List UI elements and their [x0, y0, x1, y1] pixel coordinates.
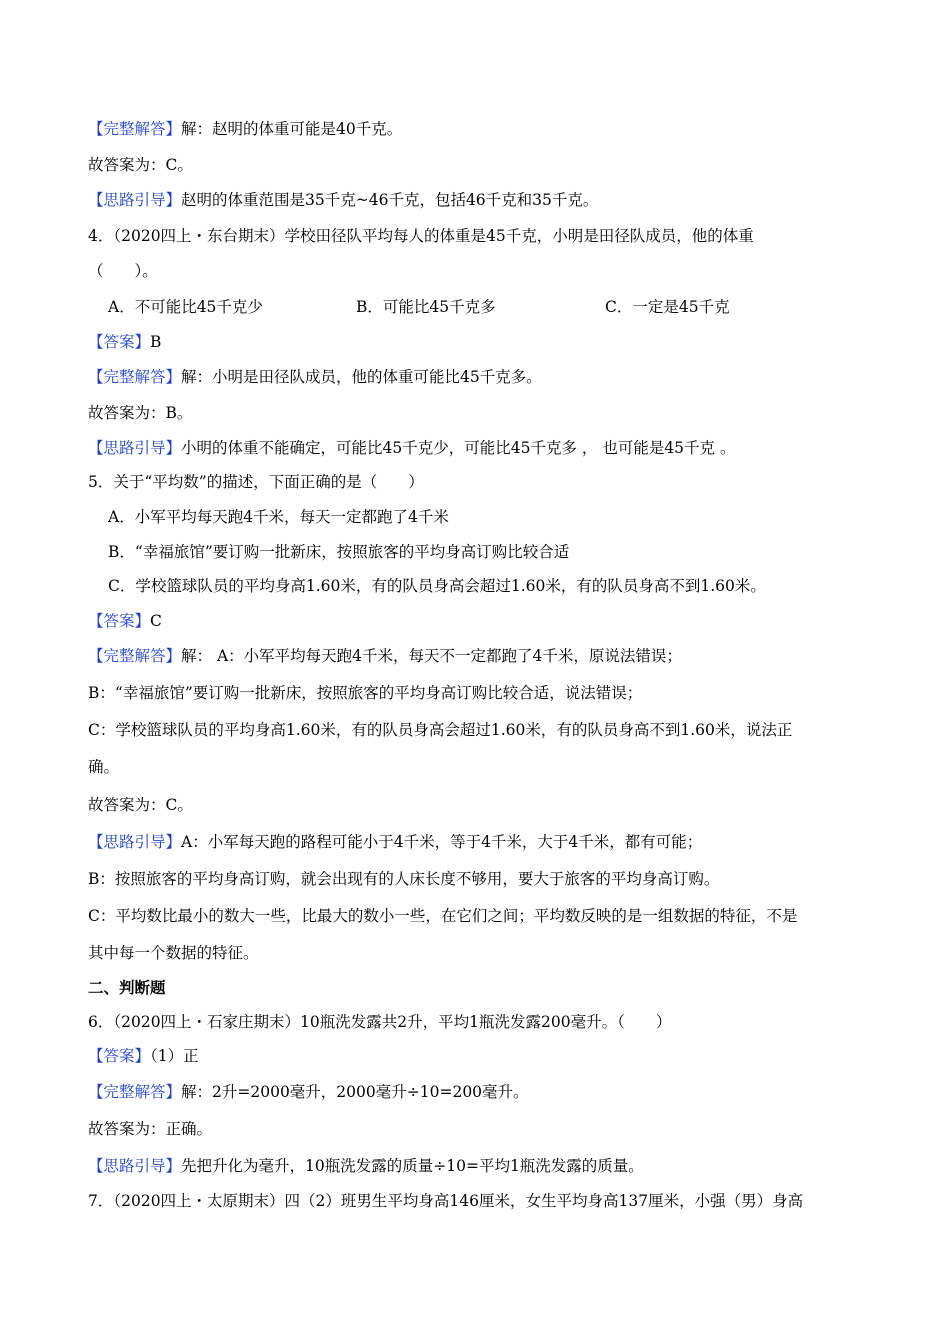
q5-solution-line3: C：学校篮球队员的平均身高1.60米，有的队员身高会超过1.60米，有的队员身高不到1.60米，说法正	[88, 721, 793, 739]
q5-hint-line3: C：平均数比最小的数大一些，比最大的数小一些，在它们之间；平均数反映的是一组数据的特征，不是	[88, 907, 798, 925]
q5-option-b: B．“幸福旅馆”要订购一批新床，按照旅客的平均身高订购比较合适	[108, 543, 570, 561]
q6-solution: 解：2升=2000毫升，2000毫升÷10=200毫升。	[181, 1083, 529, 1101]
q4-answer: B	[150, 333, 162, 351]
q4-stem-line2: （ ）。	[88, 262, 158, 280]
answer-tag: 【答案】	[88, 333, 151, 351]
q3-solution: 解：赵明的体重可能是40千克。	[181, 120, 403, 138]
q5-conclusion: 故答案为：C。	[88, 796, 193, 814]
q4-solution-line	[88, 367, 542, 387]
hint-tag: 【思路引导】	[88, 1157, 182, 1175]
q6-answer: （1）正	[150, 1047, 199, 1065]
full-answer-tag: 【完整解答】	[88, 1083, 182, 1101]
q5-solution-line4: 确。	[88, 758, 120, 776]
hint-tag: 【思路引导】	[88, 191, 182, 209]
q5-stem: 5．关于“平均数”的描述，下面正确的是（ ）	[88, 473, 424, 491]
q4-option-b: B．可能比45千克多	[356, 298, 496, 316]
q5-solution-line2: B：“幸福旅馆”要订购一批新床，按照旅客的平均身高订购比较合适，说法错误；	[88, 684, 643, 702]
q5-solution-line1	[88, 646, 682, 666]
q5-hint-line1	[88, 832, 702, 852]
q4-stem-line1: 4．（2020四上・东台期末）学校田径队平均每人的体重是45千克，小明是田径队成员，他的体重	[88, 227, 754, 245]
q3-hint-line	[88, 190, 598, 210]
q4-option-c: C．一定是45千克	[605, 298, 730, 316]
hint-tag: 【思路引导】	[88, 833, 182, 851]
q6-conclusion: 故答案为：正确。	[88, 1120, 213, 1138]
full-answer-tag: 【完整解答】	[88, 647, 182, 665]
full-answer-tag: 【完整解答】	[88, 120, 182, 138]
q6-hint: 先把升化为毫升，10瓶洗发露的质量÷10=平均1瓶洗发露的质量。	[181, 1157, 644, 1175]
q5-hint-line2: B：按照旅客的平均身高订购，就会出现有的人床长度不够用，要大于旅客的平均身高订购。	[88, 870, 720, 888]
q4-hint-line	[88, 438, 735, 458]
q6-solution-line	[88, 1082, 529, 1102]
q5-option-c: C．学校篮球队员的平均身高1.60米，有的队员身高会超过1.60米，有的队员身高不到1.60米。	[108, 577, 766, 595]
answer-tag: 【答案】	[88, 612, 151, 630]
q3-conclusion: 故答案为：C。	[88, 156, 193, 174]
q4-option-a: A．不可能比45千克少	[108, 298, 263, 316]
section-title: 二、判断题	[88, 979, 166, 997]
q5-answer-line	[88, 611, 162, 631]
q4-hint: 小明的体重不能确定，可能比45千克少，可能比45千克多 ， 也可能是45千克 。	[181, 439, 736, 457]
q4-conclusion: 故答案为：B。	[88, 404, 193, 422]
q4-answer-line	[88, 332, 161, 352]
q5-hint-line4: 其中每一个数据的特征。	[88, 944, 259, 962]
full-answer-tag: 【完整解答】	[88, 368, 182, 386]
hint-tag: 【思路引导】	[88, 439, 182, 457]
q5-solution-1: 解： A：小军平均每天跑4千米，每天不一定都跑了4千米，原说法错误；	[181, 647, 682, 665]
q6-hint-line	[88, 1156, 644, 1176]
q3-hint: 赵明的体重范围是35千克~46千克，包括46千克和35千克。	[181, 191, 599, 209]
q3-solution-line	[88, 119, 402, 139]
q6-answer-line	[88, 1046, 199, 1066]
q4-solution: 解：小明是田径队成员，他的体重可能比45千克多。	[181, 368, 542, 386]
q5-answer: C	[150, 612, 162, 630]
q5-hint-1: A：小军每天跑的路程可能小于4千米，等于4千米，大于4千米，都有可能；	[181, 833, 703, 851]
q6-stem: 6．（2020四上・石家庄期末）10瓶洗发露共2升，平均1瓶洗发露200毫升。（ ）	[88, 1013, 672, 1031]
answer-tag: 【答案】	[88, 1047, 151, 1065]
q5-option-a: A．小军平均每天跑4千米，每天一定都跑了4千米	[108, 508, 449, 526]
q7-stem: 7．（2020四上・太原期末）四（2）班男生平均身高146厘米，女生平均身高137厘米，小强（男）身高	[88, 1192, 804, 1210]
